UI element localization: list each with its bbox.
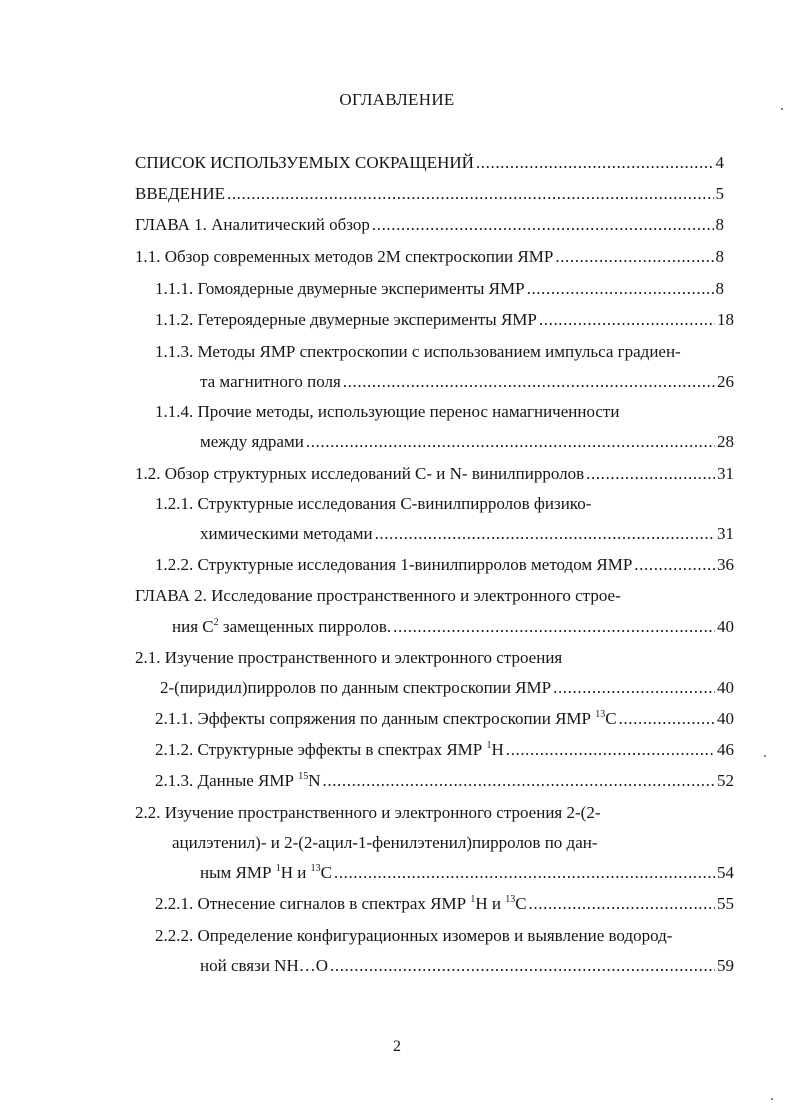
toc-entry-text: 1.2. Обзор структурных исследований С- и N- винилпирролов xyxy=(135,464,585,483)
toc-entry-text xyxy=(155,771,321,791)
toc-entry-page: 4 xyxy=(715,153,724,172)
toc-entry-page: 8 xyxy=(715,215,724,234)
superscript: 2 xyxy=(213,617,219,628)
toc-leader-dots xyxy=(527,279,714,299)
toc-entry[interactable] xyxy=(135,247,724,267)
toc-leader-dots xyxy=(529,894,715,914)
toc-entry-text: ной связи NH…O xyxy=(200,956,329,975)
toc-leader-dots xyxy=(476,153,714,173)
toc-entry-text xyxy=(155,709,617,729)
toc-entry-page: 52 xyxy=(717,771,734,790)
toc-leader-dots xyxy=(506,740,715,760)
toc-entry-text: между ядрами xyxy=(200,432,304,451)
scan-speck xyxy=(764,755,766,757)
toc-entry-page: 26 xyxy=(717,372,734,391)
toc-entry-page: 40 xyxy=(717,617,734,636)
toc-entry-text: ВВЕДЕНИЕ xyxy=(135,184,225,203)
toc-entry-line[interactable]: ацилэтенил)- и 2-(2-ацил-1-фенилэтенил)пирролов по дан- xyxy=(172,833,598,852)
toc-entry-text xyxy=(172,617,391,637)
toc-leader-dots xyxy=(323,771,716,791)
toc-entry-page: 8 xyxy=(715,279,724,298)
toc-entry-page: 46 xyxy=(717,740,734,759)
text-part: Н и xyxy=(280,863,311,882)
toc-entry[interactable] xyxy=(135,153,724,173)
toc-entry[interactable] xyxy=(200,372,734,392)
toc-entry-text: 2-(пиридил)пирролов по данным спектроскопии ЯМР xyxy=(160,678,552,697)
toc-entry-text: 1.1.2. Гетероядерные двумерные эксперименты ЯМР xyxy=(155,310,537,329)
toc-entry[interactable] xyxy=(155,740,734,760)
toc-leader-dots xyxy=(539,310,715,330)
toc-entry-line[interactable]: 2.2.2. Определение конфигурационных изомеров и выявление водород- xyxy=(155,926,673,945)
toc-entry[interactable] xyxy=(200,524,734,544)
toc-entry[interactable] xyxy=(155,771,734,791)
superscript: 1 xyxy=(486,740,492,751)
toc-title: ОГЛАВЛЕНИЕ xyxy=(339,90,455,109)
text-part: замещенных пирролов. xyxy=(218,617,392,636)
toc-entry[interactable] xyxy=(155,279,724,299)
toc-leader-dots xyxy=(372,215,714,235)
toc-entry[interactable] xyxy=(155,709,734,729)
text-part: С xyxy=(320,863,332,882)
toc-entry[interactable] xyxy=(155,310,734,330)
toc-entry-page: 5 xyxy=(715,184,724,203)
toc-entry[interactable] xyxy=(200,863,734,883)
toc-leader-dots xyxy=(227,184,714,204)
toc-entry-text: ГЛАВА 1. Аналитический обзор xyxy=(135,215,370,234)
toc-entry-page: 8 xyxy=(715,247,724,266)
toc-entry-page: 54 xyxy=(717,863,734,882)
toc-entry-page: 40 xyxy=(717,678,734,697)
toc-entry-page: 55 xyxy=(717,894,734,913)
page-number: 2 xyxy=(393,1038,401,1055)
toc-leader-dots xyxy=(330,956,715,976)
toc-leader-dots xyxy=(343,372,715,392)
toc-entry-line[interactable]: 1.1.4. Прочие методы, использующие перенос намагниченности xyxy=(155,402,620,421)
text-part: ния С xyxy=(172,617,214,636)
toc-entry-line[interactable]: 1.1.3. Методы ЯМР спектроскопии с использованием импульса градиен- xyxy=(155,342,681,361)
toc-entry-text: 1.1. Обзор современных методов 2М спектроскопии ЯМР xyxy=(135,247,554,266)
toc-entry-page: 28 xyxy=(717,432,734,451)
toc-leader-dots xyxy=(393,617,715,637)
toc-entry-line[interactable]: 2.1. Изучение пространственного и электронного строения xyxy=(135,648,563,667)
toc-leader-dots xyxy=(586,464,715,484)
toc-leader-dots xyxy=(553,678,715,698)
toc-entry[interactable] xyxy=(135,184,724,204)
toc-entry-page: 36 xyxy=(717,555,734,574)
toc-entry-page: 31 xyxy=(717,464,734,483)
toc-entry-text xyxy=(200,863,332,883)
text-part: 2.1.1. Эффекты сопряжения по данным спектроскопии ЯМР xyxy=(155,709,596,728)
toc-entry[interactable] xyxy=(200,432,734,452)
text-part: 2.2.1. Отнесение сигналов в спектрах ЯМР xyxy=(155,894,471,913)
toc-entry-text: та магнитного поля xyxy=(200,372,341,391)
toc-entry-page: 59 xyxy=(717,956,734,975)
toc-entry-page: 31 xyxy=(717,524,734,543)
toc-entry-text xyxy=(155,740,504,760)
scan-speck xyxy=(781,108,783,110)
superscript: 1 xyxy=(470,894,476,905)
toc-entry[interactable] xyxy=(160,678,734,698)
text-part: Н и xyxy=(475,894,506,913)
toc-leader-dots xyxy=(634,555,715,575)
toc-entry-text: СПИСОК ИСПОЛЬЗУЕМЫХ СОКРАЩЕНИЙ xyxy=(135,153,474,172)
superscript: 15 xyxy=(298,771,309,782)
toc-leader-dots xyxy=(306,432,715,452)
toc-entry-page: 40 xyxy=(717,709,734,728)
toc-entry[interactable] xyxy=(172,617,734,637)
toc-entry-text: химическими методами xyxy=(200,524,373,543)
toc-entry-line[interactable]: 2.2. Изучение пространственного и электронного строения 2-(2- xyxy=(135,803,601,822)
toc-leader-dots xyxy=(619,709,715,729)
superscript: 1 xyxy=(275,863,281,874)
superscript: 13 xyxy=(505,894,516,905)
toc-leader-dots xyxy=(375,524,715,544)
toc-entry[interactable] xyxy=(155,894,734,914)
text-part: 2.1.2. Структурные эффекты в спектрах ЯМР xyxy=(155,740,487,759)
toc-entry-page: 18 xyxy=(717,310,734,329)
toc-entry[interactable] xyxy=(200,956,734,976)
toc-entry[interactable] xyxy=(135,215,724,235)
text-part: С xyxy=(605,709,617,728)
toc-entry-text xyxy=(155,894,527,914)
scan-speck xyxy=(771,1098,773,1100)
toc-leader-dots xyxy=(334,863,715,883)
text-part: С xyxy=(515,894,527,913)
toc-leader-dots xyxy=(555,247,713,267)
toc-entry-text: 1.1.1. Гомоядерные двумерные эксперименты ЯМР xyxy=(155,279,525,298)
toc-entry-line[interactable]: ГЛАВА 2. Исследование пространственного и электронного строе- xyxy=(135,586,621,605)
toc-entry-text: 1.2.2. Структурные исследования 1-винилпирролов методом ЯМР xyxy=(155,555,633,574)
superscript: 13 xyxy=(595,709,606,720)
toc-entry[interactable] xyxy=(155,555,734,575)
toc-entry[interactable] xyxy=(135,464,734,484)
text-part: 2.1.3. Данные ЯМР xyxy=(155,771,299,790)
text-part: ным ЯМР xyxy=(200,863,276,882)
text-part: N xyxy=(308,771,321,790)
toc-entry-line[interactable]: 1.2.1. Структурные исследования С-винилпирролов физико- xyxy=(155,494,592,513)
text-part: Н xyxy=(491,740,504,759)
superscript: 13 xyxy=(310,863,321,874)
